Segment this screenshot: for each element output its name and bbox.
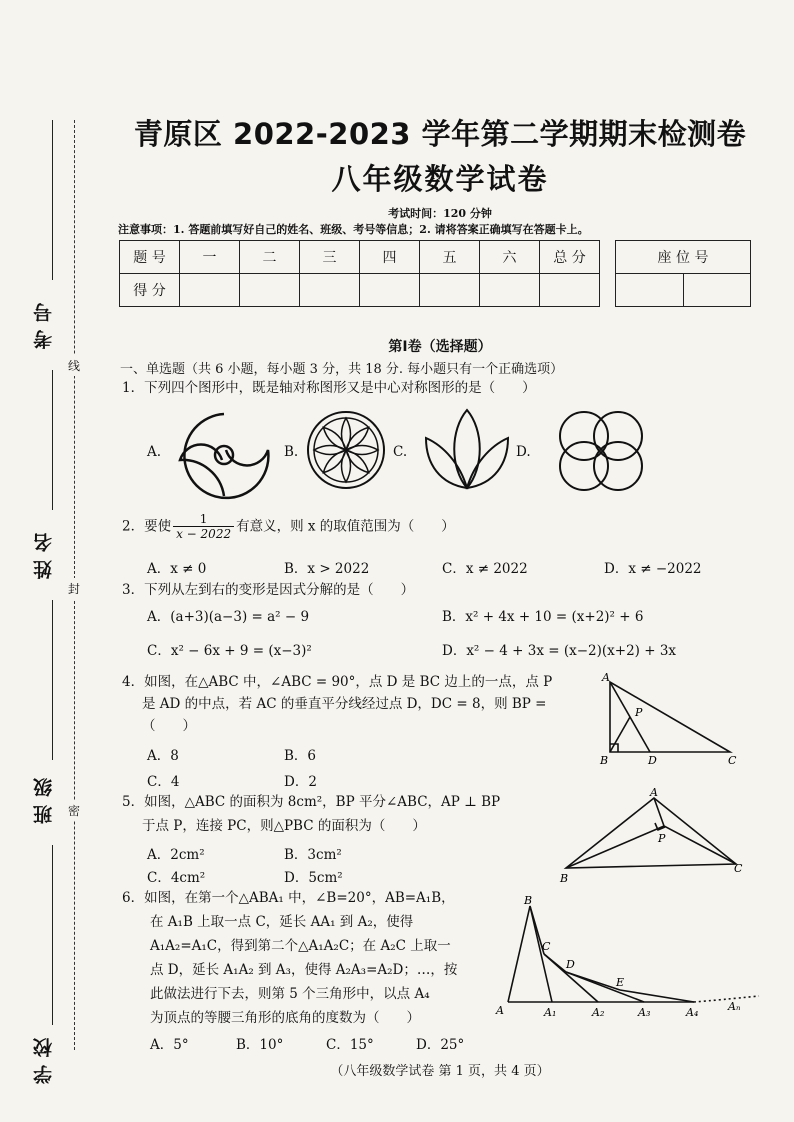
q5-option-b[interactable]: B．3cm² bbox=[284, 847, 342, 863]
q6-label-b: B bbox=[524, 894, 533, 907]
score-header-cell: 六 bbox=[480, 241, 540, 274]
q4-figure bbox=[598, 672, 748, 768]
q6-option-a[interactable]: A．5° bbox=[150, 1037, 189, 1053]
seal-char-line: 线 bbox=[68, 355, 80, 376]
q4-option-b[interactable]: B．6 bbox=[284, 748, 317, 764]
class-line bbox=[52, 600, 53, 760]
school-line bbox=[52, 845, 53, 1025]
q6-label-a2: A₂ bbox=[592, 1006, 605, 1019]
q1-figure-a bbox=[176, 410, 272, 500]
q5-option-c[interactable]: C．4cm² bbox=[147, 870, 206, 886]
q6-line-6: 为顶点的等腰三角形的底角的度数为（ ） bbox=[150, 1010, 420, 1026]
score-cell[interactable] bbox=[420, 274, 480, 307]
q1-option-c[interactable]: C. bbox=[393, 444, 408, 460]
q6-label-e: E bbox=[616, 976, 625, 989]
q4-label-p: P bbox=[635, 706, 643, 719]
exam-number-label: 考号 bbox=[33, 295, 55, 349]
q2-stem-pre: 2．要使 bbox=[122, 518, 172, 535]
score-header-cell: 三 bbox=[300, 241, 360, 274]
q4-line-1: 4．如图，在△ABC 中，∠ABC = 90°，点 D 是 BC 边上的一点，点 P bbox=[122, 674, 553, 690]
exam-time: 考试时间：120 分钟 bbox=[388, 207, 492, 220]
q1-figure-c bbox=[420, 408, 514, 492]
score-table-score-row bbox=[120, 274, 600, 307]
q1-option-d[interactable]: D. bbox=[516, 444, 531, 460]
q6-label-an: Aₙ bbox=[728, 1000, 741, 1013]
q1-option-a[interactable]: A. bbox=[147, 444, 162, 460]
q2-option-d[interactable]: D．x ≠ −2022 bbox=[604, 561, 702, 577]
q4-label-d: D bbox=[648, 754, 657, 767]
q5-option-a[interactable]: A．2cm² bbox=[147, 847, 205, 863]
q6-label-d: D bbox=[566, 958, 575, 971]
q6-line-1: 6．如图，在第一个△ABA₁ 中，∠B=20°，AB=A₁B， bbox=[122, 890, 455, 906]
q6-line-3: A₁A₂=A₁C，得到第二个△A₁A₂C；在 A₂C 上取一 bbox=[150, 938, 451, 954]
q5-label-b: B bbox=[560, 872, 569, 885]
q6-option-b[interactable]: B．10° bbox=[236, 1037, 284, 1053]
seat-table bbox=[615, 240, 751, 307]
part-one-heading: 一、单选题（共 6 小题，每小题 3 分，共 18 分. 每小题只有一个正确选项） bbox=[120, 362, 564, 377]
exam-number-line bbox=[52, 120, 53, 280]
q5-figure bbox=[556, 786, 746, 886]
q1-option-b[interactable]: B. bbox=[284, 444, 299, 460]
q6-line-4: 点 D，延长 A₁A₂ 到 A₃，使得 A₂A₃=A₂D；…，按 bbox=[150, 962, 458, 978]
score-cell[interactable] bbox=[480, 274, 540, 307]
q6-line-2: 在 A₁B 上取一点 C，延长 AA₁ 到 A₂，使得 bbox=[150, 914, 414, 930]
score-table bbox=[119, 240, 600, 307]
q2-stem bbox=[122, 512, 455, 542]
q6-label-a4: A₄ bbox=[686, 1006, 699, 1019]
score-header-cell: 一 bbox=[180, 241, 240, 274]
score-cell[interactable] bbox=[300, 274, 360, 307]
q1-stem: 1．下列四个图形中，既是轴对称图形又是中心对称图形的是（ ） bbox=[122, 380, 536, 396]
score-cell[interactable] bbox=[240, 274, 300, 307]
score-table-header-row bbox=[120, 241, 600, 274]
q4-label-a: A bbox=[602, 671, 610, 684]
q5-line-2: 于点 P，连接 PC，则△PBC 的面积为（ ） bbox=[142, 818, 426, 834]
score-header-cell: 四 bbox=[360, 241, 420, 274]
q2-fraction-numerator: 1 bbox=[173, 512, 234, 527]
q3-option-c[interactable]: C．x² − 6x + 9 = (x−3)² bbox=[147, 643, 312, 659]
name-line bbox=[52, 370, 53, 510]
q6-label-a: A bbox=[496, 1004, 504, 1017]
score-row-label: 得 分 bbox=[120, 274, 180, 307]
school-label: 学校 bbox=[33, 1030, 55, 1084]
page-footer: （八年级数学试卷 第 1 页，共 4 页） bbox=[330, 1064, 550, 1079]
q4-option-c[interactable]: C．4 bbox=[147, 774, 180, 790]
exam-subtitle: 八年级数学试卷 bbox=[331, 162, 549, 196]
q4-option-d[interactable]: D．2 bbox=[284, 774, 317, 790]
seat-cell[interactable] bbox=[684, 274, 751, 307]
score-header-cell: 题 号 bbox=[120, 241, 180, 274]
q6-option-c[interactable]: C．15° bbox=[326, 1037, 374, 1053]
q1-figure-d bbox=[556, 408, 646, 494]
q1-figure-b bbox=[306, 410, 386, 490]
q2-option-b[interactable]: B．x > 2022 bbox=[284, 561, 370, 577]
section-title: 第Ⅰ卷（选择题） bbox=[388, 339, 492, 355]
q3-stem: 3．下列从左到右的变形是因式分解的是（ ） bbox=[122, 582, 415, 598]
q2-stem-post: 有意义，则 x 的取值范围为（ ） bbox=[236, 518, 455, 535]
binding-margin bbox=[0, 0, 100, 1122]
q6-figure bbox=[494, 892, 766, 1024]
q3-option-d[interactable]: D．x² − 4 + 3x = (x−2)(x+2) + 3x bbox=[442, 643, 677, 659]
q4-label-c: C bbox=[728, 754, 737, 767]
seat-cell[interactable] bbox=[616, 274, 684, 307]
score-header-cell: 二 bbox=[240, 241, 300, 274]
q3-option-b[interactable]: B．x² + 4x + 10 = (x+2)² + 6 bbox=[442, 609, 644, 625]
name-label: 姓名 bbox=[33, 525, 55, 579]
q6-line-5: 此做法进行下去，则第 5 个三角形中，以点 A₄ bbox=[150, 986, 430, 1002]
score-cell[interactable] bbox=[540, 274, 600, 307]
score-cell[interactable] bbox=[180, 274, 240, 307]
score-header-cell: 总 分 bbox=[540, 241, 600, 274]
q4-label-b: B bbox=[600, 754, 609, 767]
q5-line-1: 5．如图，△ABC 的面积为 8cm²，BP 平分∠ABC，AP ⊥ BP bbox=[122, 794, 501, 810]
q4-line-3: （ ） bbox=[142, 718, 196, 734]
seal-char-secret: 密 bbox=[68, 800, 80, 821]
q6-label-c: C bbox=[542, 940, 551, 953]
q2-fraction bbox=[173, 512, 234, 542]
q6-option-d[interactable]: D．25° bbox=[416, 1037, 465, 1053]
q4-line-2: 是 AD 的中点，若 AC 的垂直平分线经过点 D，DC = 8，则 BP = bbox=[142, 696, 547, 712]
class-label: 班级 bbox=[33, 770, 55, 824]
q3-option-a[interactable]: A．(a+3)(a−3) = a² − 9 bbox=[147, 609, 310, 625]
q5-label-p: P bbox=[658, 832, 666, 845]
exam-title: 青原区 2022-2023 学年第二学期期末检测卷 bbox=[133, 117, 747, 151]
q2-option-c[interactable]: C．x ≠ 2022 bbox=[442, 561, 528, 577]
q2-fraction-denominator: x − 2022 bbox=[176, 527, 232, 542]
q6-label-a1: A₁ bbox=[544, 1006, 557, 1019]
q2-option-a[interactable]: A．x ≠ 0 bbox=[147, 561, 207, 577]
q5-label-c: C bbox=[734, 862, 743, 875]
score-header-cell: 五 bbox=[420, 241, 480, 274]
q5-option-d[interactable]: D．5cm² bbox=[284, 870, 343, 886]
q6-label-a3: A₃ bbox=[638, 1006, 651, 1019]
exam-notice: 注意事项：1. 答题前填写好自己的姓名、班级、考号等信息；2. 请将答案正确填写在答题卡上。 bbox=[118, 223, 589, 236]
q5-label-a: A bbox=[650, 786, 658, 799]
q4-option-a[interactable]: A．8 bbox=[147, 748, 179, 764]
seal-char-seal: 封 bbox=[68, 578, 80, 599]
seat-label: 座 位 号 bbox=[616, 241, 751, 274]
score-cell[interactable] bbox=[360, 274, 420, 307]
